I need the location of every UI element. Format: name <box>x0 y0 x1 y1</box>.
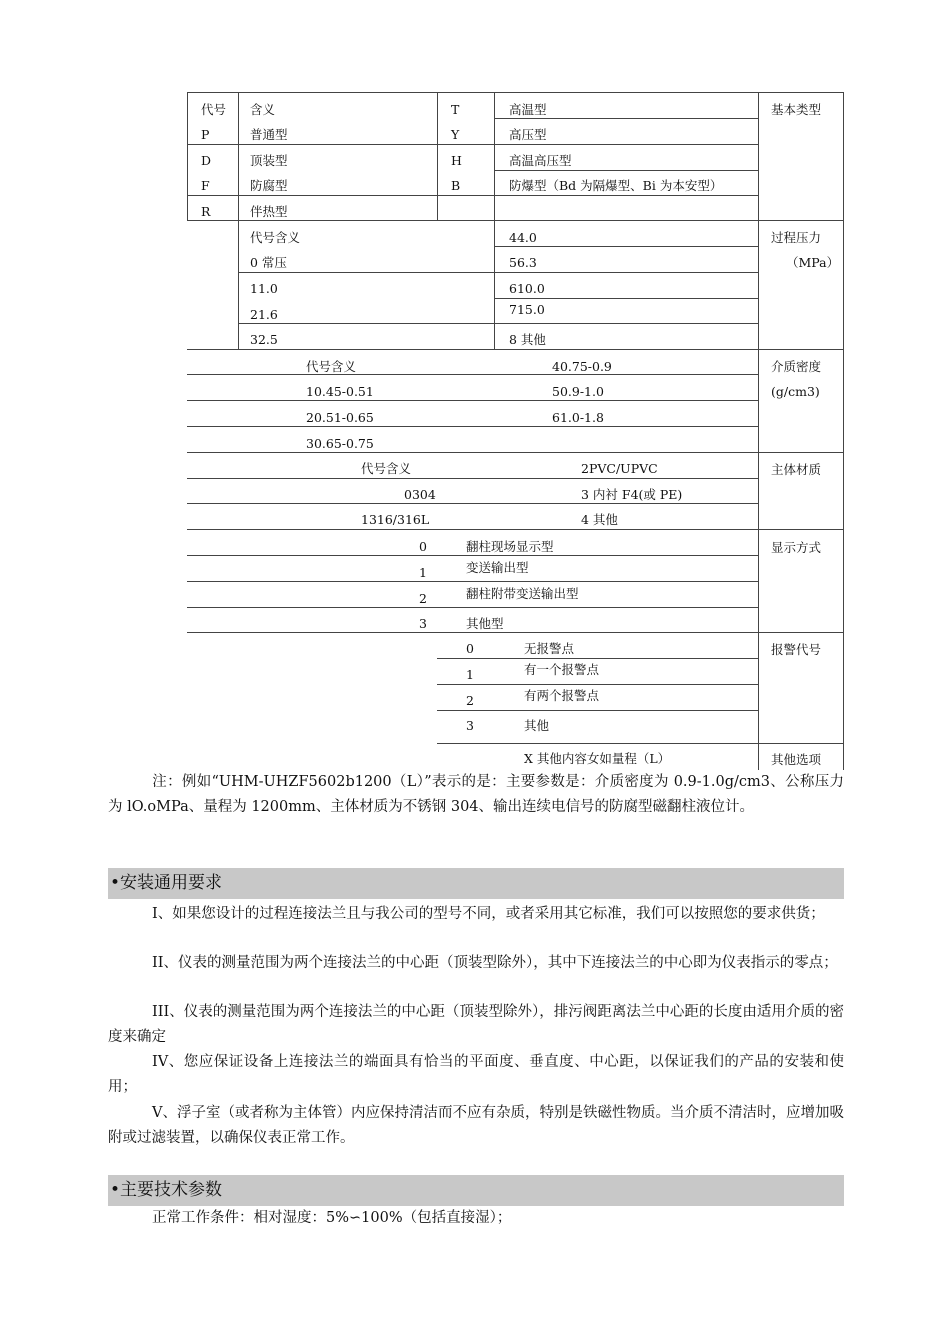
table-cell: 0304 <box>404 487 436 502</box>
table-cell: P <box>201 127 210 142</box>
table-cell: 30.65-0.75 <box>306 436 374 451</box>
table-rule <box>494 298 758 299</box>
table-cell: F <box>201 178 210 193</box>
table-rule <box>187 529 844 530</box>
section-heading-params: •主要技术参数 <box>108 1175 844 1206</box>
table-cell: 高温高压型 <box>509 153 572 168</box>
table-rule <box>494 170 758 171</box>
table-rule <box>494 92 495 350</box>
table-rule <box>187 92 844 93</box>
install-item: III、仪表的测量范围为两个连接法兰的中心距（顶装型除外），排污阀距离法兰中心距的长度由适用介质的密度来确定 <box>108 1004 844 1045</box>
table-cell: 其他 <box>524 718 550 733</box>
table-cell: T <box>451 102 460 117</box>
table-cell: 40.75-0.9 <box>552 359 612 374</box>
table-cell: R <box>201 204 211 219</box>
table-cell: 其他型 <box>466 616 504 631</box>
table-cell: 20.51-0.65 <box>306 410 374 425</box>
table-cell: 1316/316L <box>361 512 430 527</box>
table-cell: 11.0 <box>250 281 278 296</box>
table-cell: 普通型 <box>250 127 288 142</box>
table-cell: 代号含义 <box>250 230 301 245</box>
table-rule <box>187 92 188 220</box>
table-cell: 1 <box>419 565 427 580</box>
table-cell: 21.6 <box>250 307 278 322</box>
table-rule <box>187 555 758 556</box>
table-rule <box>437 658 758 659</box>
table-cell: 3 <box>419 616 427 631</box>
table-rule <box>437 92 438 220</box>
table-rule <box>494 118 758 119</box>
table-cell: 高压型 <box>509 127 547 142</box>
table-rule <box>187 144 758 145</box>
table-cell: 0 <box>466 641 474 656</box>
table-cell: 8 其他 <box>509 332 546 347</box>
table-rule <box>238 323 758 324</box>
table-cell: 翻柱附带变送输出型 <box>466 586 579 601</box>
section-label-display: 显示方式 <box>771 540 822 555</box>
table-cell: 10.45-0.51 <box>306 384 374 399</box>
table-cell: 高温型 <box>509 102 547 117</box>
table-cell: 2PVC/UPVC <box>581 461 658 476</box>
table-rule <box>187 478 758 479</box>
table-cell: 有一个报警点 <box>524 662 600 677</box>
example-note: 注：例如“UHM-UHZF5602b1200（L）”表示的是：主要参数是：介质密度为 0.9-1.0g/cm3、公称压力为 lO.oMPa、量程为 1200mm、主体材质为不锈钢 304、输出连续电信号的防腐型磁翻柱液位计。 <box>108 774 844 815</box>
table-cell: 610.0 <box>509 281 545 296</box>
section-label-density: 介质密度 <box>771 359 822 374</box>
table-cell: 3 <box>466 718 474 733</box>
table-cell: 0 常压 <box>250 255 287 270</box>
table-rule <box>758 92 759 770</box>
table-cell: 含义 <box>250 102 276 117</box>
table-cell: 防爆型（Bd 为隔爆型、Bi 为本安型） <box>509 178 723 193</box>
table-rule <box>187 581 758 582</box>
table-cell: 代号 <box>201 102 227 117</box>
table-cell: X 其他内容女如量程（L） <box>524 751 671 766</box>
params-line: 正常工作条件：相对湿度：5%∽100%（包括直接湿）； <box>152 1210 512 1226</box>
section-label-pressure: 过程压力 <box>771 230 822 245</box>
table-rule <box>187 632 844 633</box>
table-rule <box>843 92 844 770</box>
table-rule <box>187 400 758 401</box>
section-unit-pressure: （MPa） <box>786 255 840 270</box>
install-item: I、如果您设计的过程连接法兰且与我公司的型号不同，或者采用其它标准，我们可以按照您的要求供货； <box>152 906 825 922</box>
table-rule <box>187 503 758 504</box>
table-rule <box>187 220 844 221</box>
table-rule <box>187 349 844 350</box>
table-rule <box>187 452 844 453</box>
table-cell: 变送输出型 <box>466 560 529 575</box>
table-cell: 有两个报警点 <box>524 688 600 703</box>
table-rule <box>437 743 844 744</box>
table-cell: 50.9-1.0 <box>552 384 604 399</box>
table-cell: B <box>451 178 461 193</box>
table-cell: 4 其他 <box>581 512 618 527</box>
table-cell: 56.3 <box>509 255 537 270</box>
table-cell: 翻柱现场显示型 <box>466 539 554 554</box>
table-cell: 无报警点 <box>524 641 575 656</box>
table-rule <box>187 426 758 427</box>
table-cell: Y <box>451 127 460 142</box>
table-cell: 2 <box>466 693 474 708</box>
table-cell: 715.0 <box>509 302 545 317</box>
table-cell: 代号含义 <box>306 359 357 374</box>
section-label-basic-type: 基本类型 <box>771 102 822 117</box>
table-cell: 0 <box>419 539 427 554</box>
table-cell: 防腐型 <box>250 178 288 193</box>
table-cell: 2 <box>419 591 427 606</box>
section-unit-density: (g/cm3) <box>771 384 820 399</box>
table-rule <box>494 246 758 247</box>
install-item: II、仪表的测量范围为两个连接法兰的中心距（顶装型除外），其中下连接法兰的中心即为仪表指示的零点； <box>152 955 838 971</box>
table-rule <box>238 92 239 350</box>
install-item: V、浮子室（或者称为主体管）内应保持清洁而不应有杂质，特别是铁磁性物质。当介质不清洁时，应增加吸附或过滤装置，以确保仪表正常工作。 <box>108 1105 844 1146</box>
table-cell: 顶装型 <box>250 153 288 168</box>
table-rule <box>187 374 758 375</box>
table-cell: 3 内衬 F4(或 PE) <box>581 487 683 502</box>
table-rule <box>187 195 758 196</box>
table-cell: 32.5 <box>250 332 278 347</box>
table-cell: 1 <box>466 667 474 682</box>
install-item: IV、您应保证设备上连接法兰的端面具有恰当的平面度、垂直度、中心距，以保证我们的产品的安装和使用； <box>108 1054 844 1095</box>
section-label-material: 主体材质 <box>771 462 822 477</box>
table-cell: 61.0-1.8 <box>552 410 604 425</box>
table-rule <box>238 272 758 273</box>
table-rule <box>437 710 758 711</box>
table-rule <box>437 684 758 685</box>
table-cell: 代号含义 <box>361 461 412 476</box>
table-cell: 伴热型 <box>250 204 288 219</box>
section-label-alarm: 报警代号 <box>771 642 822 657</box>
table-cell: D <box>201 153 212 168</box>
section-label-other: 其他选项 <box>771 752 822 767</box>
section-heading-install: •安装通用要求 <box>108 868 844 899</box>
table-cell: 44.0 <box>509 230 537 245</box>
table-rule <box>187 607 758 608</box>
table-cell: H <box>451 153 462 168</box>
